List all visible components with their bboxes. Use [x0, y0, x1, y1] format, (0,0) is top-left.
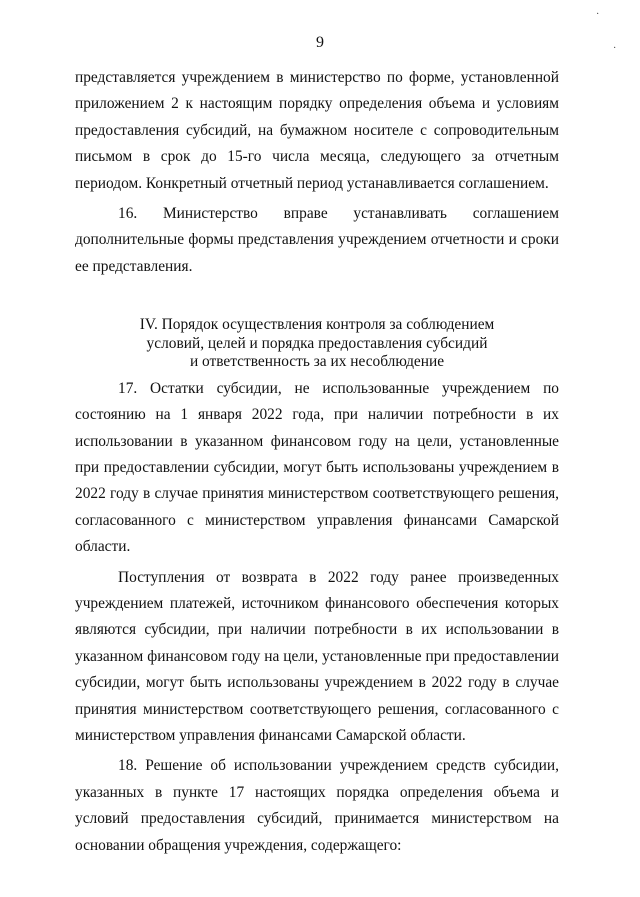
paragraph-18: 18. Решение об использовании учреждением средств субсидии, указанных в пункте 17 настоящих порядка определения объема и условий предоставления субсидий, принимается министерством на основании обращения учреждения, содержащего:: [75, 757, 559, 854]
paragraph-17: 17. Остатки субсидии, не использованные учреждением по состоянию на 1 января 2022 года, при наличии потребности в их использовании в указанном финансовом году на цели, установленные при предоставлении субсидии, могут быть использованы учреждением в 2022 году в случае принятия министерством соответствующего решения, согласованного с министерством управления финансами Самарской области.: [75, 379, 559, 556]
section-heading: [75, 316, 559, 372]
section-heading-line: IV. Порядок осуществления контроля за соблюдением: [139, 316, 495, 334]
section-heading-line: условий, целей и порядка предоставления субсидий: [146, 334, 488, 352]
scan-mark: ·: [613, 43, 617, 54]
paragraph-returns: Поступления от возврата в 2022 году ранее произведенных учреждением платежей, источником финансового обеспечения которых являются субсидии, при наличии потребности в их использовании в указанном финансовом году на цели, установленные при предоставлении субсидии, могут быть использованы учреждением в 2022 году в случае принятия министерством соответствующего решения, согласованного с министерством управления финансами Самарской области.: [75, 568, 559, 745]
paragraph-16: 16. Министерство вправе устанавливать соглашением дополнительные формы представления учреждением отчетности и сроки ее представления.: [75, 205, 559, 275]
page-number: 9: [316, 34, 324, 51]
document-body: [75, 65, 559, 859]
paragraph-continuation: представляется учреждением в министерство по форме, установленной приложением 2 к настоящим порядку определения объема и условиям предоставления субсидий, на бумажном носителе с сопроводительным письмом в срок до 15-го числа месяца, следующего за отчетным периодом. Конкретный отчетный период устанавливается соглашением.: [75, 69, 559, 192]
scan-mark: ·: [596, 9, 600, 20]
section-heading-line: и ответственность за их несоблюдение: [189, 353, 445, 371]
